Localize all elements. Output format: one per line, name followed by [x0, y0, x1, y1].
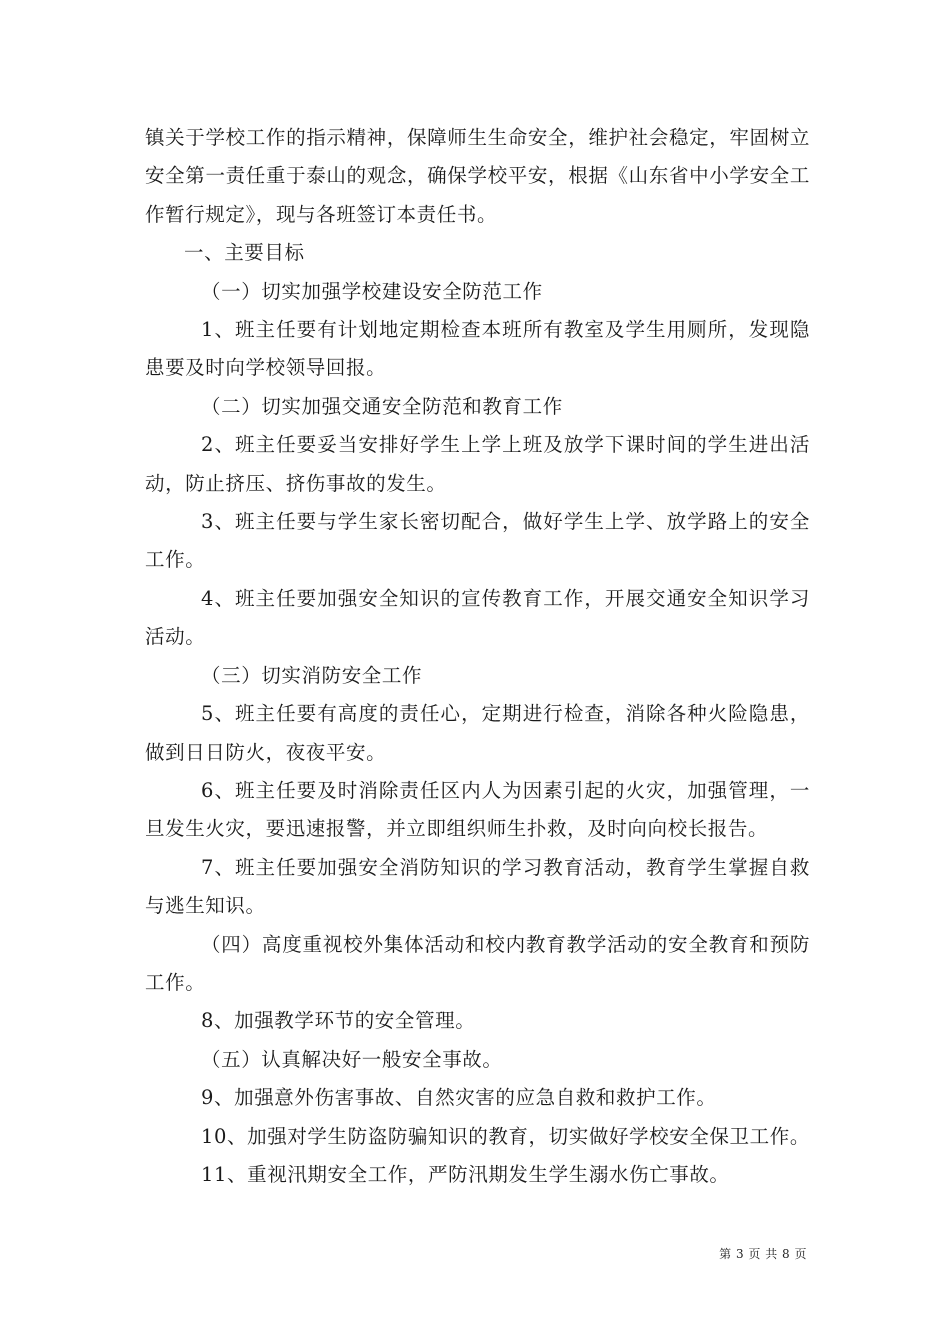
paragraph: 5、班主任要有高度的责任心，定期进行检查，消除各种火险隐患，做到日日防火，夜夜平安。 — [145, 702, 810, 764]
paragraph: 3、班主任要与学生家长密切配合，做好学生上学、放学路上的安全工作。 — [145, 510, 810, 572]
page-number: 第 3 页 共 8 页 — [719, 1247, 807, 1261]
subsection-heading: （三）切实消防安全工作 — [201, 663, 423, 687]
subsection-heading: （四）高度重视校外集体活动和校内教育教学活动的安全教育和预防工作。 — [145, 932, 810, 994]
paragraph: 6、班主任要及时消除责任区内人为因素引起的火灾，加强管理，一旦发生火灾，要迅速报警，并立即组织师生扑救，及时向向校长报告。 — [145, 778, 810, 841]
paragraph: 9、加强意外伤害事故、自然灾害的应急自救和救护工作。 — [201, 1086, 717, 1110]
paragraph: 2、班主任要妥当安排好学生上学上班及放学下课时间的学生进出活动，防止挤压、挤伤事故的发生。 — [145, 433, 810, 495]
paragraph: 10、加强对学生防盗防骗知识的教育，切实做好学校安全保卫工作。 — [201, 1124, 810, 1148]
paragraph: 8、加强教学环节的安全管理。 — [201, 1009, 476, 1033]
paragraph: 4、班主任要加强安全知识的宣传教育工作，开展交通安全知识学习活动。 — [145, 586, 810, 649]
paragraph: 7、班主任要加强安全消防知识的学习教育活动，教育学生掌握自救与逃生知识。 — [145, 855, 810, 918]
subsection-heading: （五）认真解决好一般安全事故。 — [201, 1047, 503, 1071]
subsection-heading: （一）切实加强学校建设安全防范工作 — [201, 279, 543, 303]
section-heading: 一、主要目标 — [184, 241, 305, 265]
paragraph: 镇关于学校工作的指示精神，保障师生生命安全，维护社会稳定，牢固树立安全第一责任重于泰山的观念，确保学校平安，根据《山东省中小学安全工作暂行规定》，现与各班签订本责任书。 — [145, 126, 810, 226]
subsection-heading: （二）切实加强交通安全防范和教育工作 — [201, 394, 563, 418]
paragraph: 1、班主任要有计划地定期检查本班所有教室及学生用厕所，发现隐患要及时向学校领导回报。 — [145, 318, 810, 380]
document-body — [145, 119, 810, 1194]
paragraph: 11、重视汛期安全工作，严防汛期发生学生溺水伤亡事故。 — [201, 1162, 730, 1186]
